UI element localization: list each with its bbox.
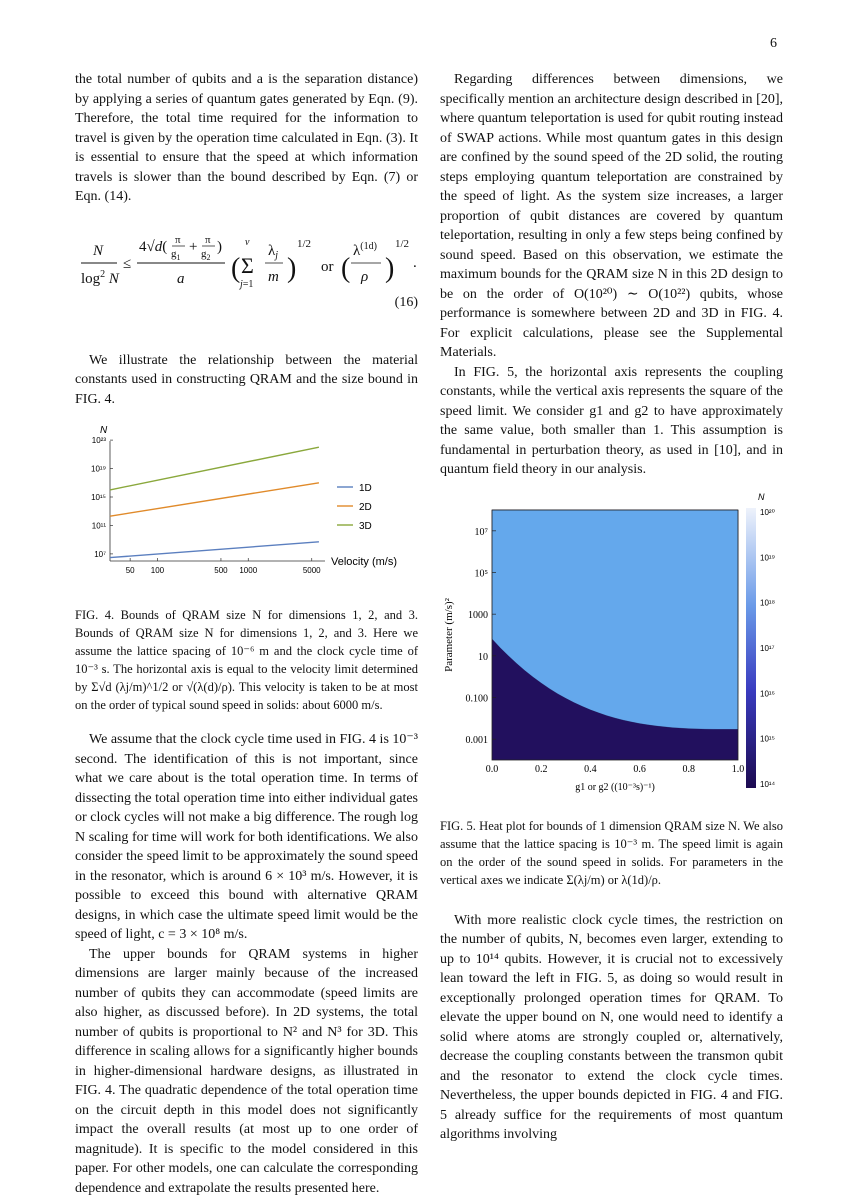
- svg-text:m: m: [268, 269, 279, 285]
- colorbar-label: N: [758, 492, 765, 502]
- svg-text:): ): [385, 253, 394, 284]
- figure-4: [75, 421, 418, 596]
- x-tick-label: 5000: [303, 566, 321, 575]
- x-axis-label: Velocity (m/s): [331, 556, 397, 568]
- fig5-heatmap: [440, 498, 783, 803]
- paragraph: The upper bounds for QRAM systems in higher dimensions are larger mainly because of the increased number of qubits they can accommodate (speed limits are also higher, as discussed before). In 2D systems, the total number of qubits is proportional to N² and N³ for 3D. This difference in scaling allows for a significantly higher bounds in higher-dimensional hardware designs, as illustrated in FIG. 4. The quadratic dependence of the total operation time on the circuit depth in this model does not significantly impact the overall results (at most up to one order of magnitude). It is specific to the model considered in this paper. For other models, one can calculate the corresponding dependence and extrapolate the results presented here.: [75, 945, 418, 1198]
- x-tick-label: 0.6: [633, 764, 646, 775]
- x-tick-label: 1.0: [732, 764, 745, 775]
- paragraph: With more realistic clock cycle times, the restriction on the number of qubits, N, becomes even larger, extending to up to 10¹⁴ qubits. However, it is crucial not to excessively lean toward the left in FIG. 5, as doing so would result in exceptionally prolonged operation times for QRAM. To elevate the upper bound on N, one would need to identify a solid where atoms are strongly coupled or, alternatively, decrease the coupling constants between the transmon qubit and the resonator to extend the clock cycle times. Nevertheless, the upper bounds depicted in FIG. 4 and FIG. 5 already suffice for the requirements of most quantum algorithms involving: [440, 911, 783, 1145]
- svg-text:): ): [287, 253, 296, 284]
- svg-text:π: π: [205, 234, 211, 246]
- y-tick-label: 10¹⁹: [91, 465, 106, 474]
- colorbar: [746, 508, 756, 788]
- x-tick-label: 0.0: [486, 764, 499, 775]
- paragraph: the total number of qubits and a is the separation distance) by applying a series of quantum gates generated by Eqn. (9). Therefore, the total time required for the information to travel is given by the operation time calculated in Eqn. (3). It is essential to ensure that the speed at which information travels is slower than the bound described by Eqn. (7) or Eqn. (14).: [75, 70, 418, 207]
- paragraph: We illustrate the relationship between the material constants used in constructing QRAM and the size bound in FIG. 4.: [75, 351, 418, 410]
- svg-text:(: (: [231, 253, 240, 284]
- y-tick-label: 0.001: [466, 735, 489, 746]
- legend-label: 2D: [359, 502, 372, 513]
- y-axis-label: Parameter (m/s)²: [443, 597, 455, 672]
- figure-5: [440, 498, 783, 803]
- paragraph: We assume that the clock cycle time used in FIG. 4 is 10⁻³ second. The identification of this is not important, since what we care about is the total operation time. In terms of dissecting the total operation time into either individual gates or clock cycles will not make a big difference. The rough log N scaling for time will work for both identifications. We also consider the speed limit to be approximately the sound speed in the resonator, which is around 6 × 10³ m/s. However, it is possible to exceed this bound with alternative QRAM designs, in which case the ultimate speed limit would be the speed of light, c = 3 × 10⁸ m/s.: [75, 730, 418, 945]
- y-tick-label: 10¹⁵: [91, 493, 106, 502]
- svg-text:.: .: [413, 255, 417, 271]
- svg-text:λj: $\lambda_j$: [268, 243, 278, 261]
- svg-text:4√d(: 4√d(: [139, 239, 167, 255]
- y-tick-label: 10⁷: [94, 550, 106, 559]
- legend-label: 3D: [359, 521, 372, 532]
- fig4-caption: FIG. 4. Bounds of QRAM size N for dimensions 1, 2, and 3. Bounds of QRAM size N for dimensions 1, 2, and 3. Here we assume the lattice spacing of 10⁻⁶ m and the clock cycle time of 10⁻³ s. The horizontal axis is equal to the velocity limit determined by Σ√d (λj/m)^1/2 or √(λ(d)/ρ). This velocity is taken to be at most on the order of typical sound speed in solids: about 6000 m/s.: [75, 606, 418, 714]
- x-tick-label: 0.8: [683, 764, 696, 775]
- colorbar-tick-label: 10¹⁸: [760, 598, 775, 607]
- svg-text:g1: $g_1$: [171, 248, 181, 262]
- svg-text:ρ: ρ: [360, 269, 368, 285]
- left-column: [75, 70, 418, 1198]
- equation-number: (16): [395, 293, 418, 313]
- x-tick-label: 100: [151, 566, 165, 575]
- right-column: [440, 70, 783, 1145]
- fig4-chart: [75, 421, 418, 596]
- svg-text:or: or: [321, 259, 334, 275]
- paragraph: Regarding differences between dimensions, we specifically mention an architecture design described in [20], where quantum teleportation is used for qubit routing instead of SWAP actions. While most quantum gates in this design are confined by the sound speed of the 2D solid, the routing steps employing quantum teleportation are constrained by the speed of light. As the system size increases, a larger proportion of qubit distances are covered by quantum teleportation, resulting in only a few steps being confined by sound speed. Based on this observation, we estimate the maximum bounds for the QRAM size N in this 2D design to be on the order of O(10²⁰) ∼ O(10²²) qubits, whose performance is somewhere between 2D and 3D in FIG. 4. For explicit calculations, please see the Supplemental Materials.: [440, 70, 783, 363]
- colorbar-tick-label: 10¹⁴: [760, 780, 776, 789]
- y-tick-label: 10⁵: [475, 568, 489, 579]
- paragraph: In FIG. 5, the horizontal axis represents the coupling constants, while the vertical axis represents the square of the speed limit. We consider g1 and g2 to have approximately the same value, both smaller than 1. This assumption is fundamental in perturbation theory, as used in [10], and in quantum field theory in our analysis.: [440, 363, 783, 480]
- svg-text:ν: ν: [245, 237, 250, 248]
- svg-text:a: a: [177, 271, 185, 287]
- series-line-2D: [110, 483, 319, 516]
- colorbar-tick-label: 10¹⁶: [760, 689, 775, 698]
- y-tick-label: 10⁷: [475, 526, 489, 537]
- series-line-3D: [110, 447, 319, 490]
- svg-text:): ): [217, 239, 222, 255]
- y-axis-label: N: [100, 425, 108, 436]
- fig5-caption: FIG. 5. Heat plot for bounds of 1 dimension QRAM size N. We also assume that the lattice spacing is 10⁻³ m. The speed limit is again on the order of the sound speed in solids. For parameters in the vertical axes we indicate Σ(λj/m) or λ(1d)/ρ.: [440, 817, 783, 889]
- svg-text:1/2: 1/2: [395, 238, 409, 250]
- y-tick-label: 1000: [468, 610, 488, 621]
- colorbar-tick-label: 10²⁰: [760, 508, 775, 517]
- x-tick-label: 0.4: [584, 764, 597, 775]
- svg-text:λ(1d): $\lambda^{(1d)}$: [353, 241, 377, 259]
- x-tick-label: 0.2: [535, 764, 548, 775]
- y-tick-label: 10²³: [92, 436, 107, 445]
- x-tick-label: 500: [214, 566, 228, 575]
- colorbar-tick-label: 10¹⁷: [760, 644, 775, 653]
- x-axis-label: g1 or g2 ((10⁻³s)⁻¹): [575, 782, 655, 793]
- series-line-1D: [110, 542, 319, 558]
- x-tick-label: 1000: [239, 566, 257, 575]
- y-tick-label: 10¹¹: [92, 521, 107, 530]
- svg-text:j=1: j=1: [238, 279, 253, 290]
- page-number: 6: [770, 36, 777, 52]
- equation-graphic: [75, 221, 418, 341]
- svg-text:Σ: Σ: [241, 253, 254, 278]
- svg-text:N: N: [92, 243, 104, 259]
- colorbar-tick-label: 10¹⁵: [760, 734, 775, 743]
- svg-text:g2: $g_2$: [201, 248, 211, 262]
- svg-text:≤: ≤: [123, 256, 131, 272]
- svg-text:π: π: [175, 234, 181, 246]
- svg-text:(: (: [341, 253, 350, 284]
- legend-label: 1D: [359, 483, 372, 494]
- equation-16: [75, 221, 418, 341]
- x-tick-label: 50: [126, 566, 135, 575]
- colorbar-tick-label: 10¹⁹: [760, 553, 775, 562]
- svg-text:log2 N: $\log^2 N$: [81, 269, 120, 287]
- y-tick-label: 0.100: [466, 693, 489, 704]
- y-tick-label: 10: [478, 651, 488, 662]
- svg-text:+: +: [189, 239, 197, 255]
- svg-text:1/2: 1/2: [297, 238, 311, 250]
